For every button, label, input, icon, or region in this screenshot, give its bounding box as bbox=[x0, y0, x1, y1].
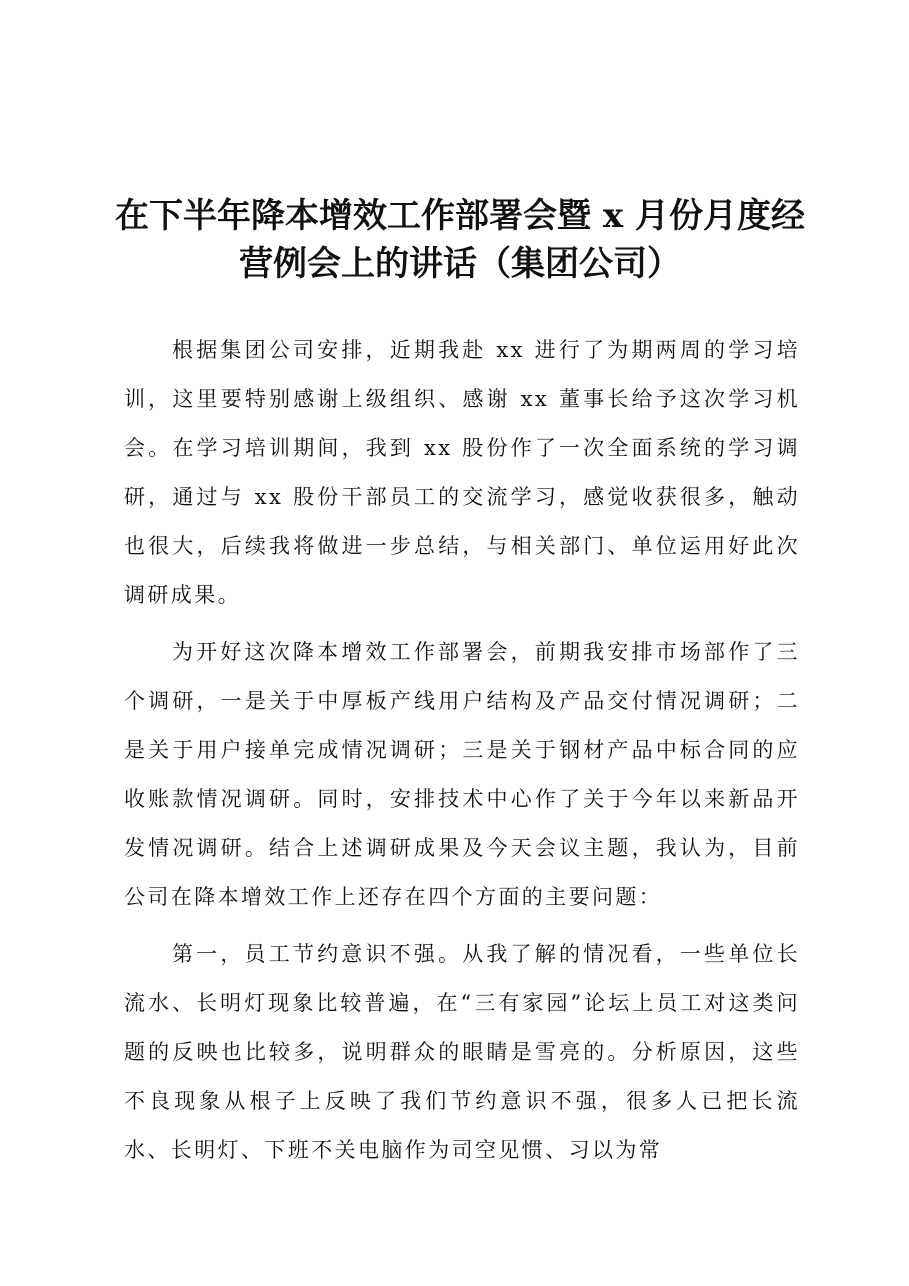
paragraph-1: 根据集团公司安排，近期我赴 xx 进行了为期两周的学习培训，这里要特别感谢上级组织、感谢 xx 董事长给予这次学习机会。在学习培训期间，我到 xx 股份作了一次全面系统的学习调研，通过与 xx 股份干部员工的交流学习，感觉收获很多，触动也很大，后续我将做进一步总结，与相关部门、单位运用好此次调研成果。 bbox=[124, 338, 800, 607]
title-line-2: 营例会上的讲话（集团公司） bbox=[239, 244, 681, 284]
document-title bbox=[110, 192, 810, 288]
title-line-1: 在下半年降本增效工作部署会暨 x 月份月度经 bbox=[115, 196, 805, 236]
document-body bbox=[124, 326, 800, 1183]
paragraph-3: 第一，员工节约意识不强。从我了解的情况看，一些单位长流水、长明灯现象比较普遍，在“三有家园”论坛上员工对这类问题的反映也比较多，说明群众的眼睛是雪亮的。分析原因，这些不良现象从根子上反映了我们节约意识不强，很多人已把长流水、长明灯、下班不关电脑作为司空见惯、习以为常 bbox=[124, 942, 800, 1162]
paragraph-2: 为开好这次降本增效工作部署会，前期我安排市场部作了三个调研，一是关于中厚板产线用户结构及产品交付情况调研；二是关于用户接单完成情况调研；三是关于钢材产品中标合同的应收账款情况调研。同时，安排技术中心作了关于今年以来新品开发情况调研。结合上述调研成果及今天会议主题，我认为，目前公司在降本增效工作上还存在四个方面的主要问题： bbox=[124, 640, 800, 909]
